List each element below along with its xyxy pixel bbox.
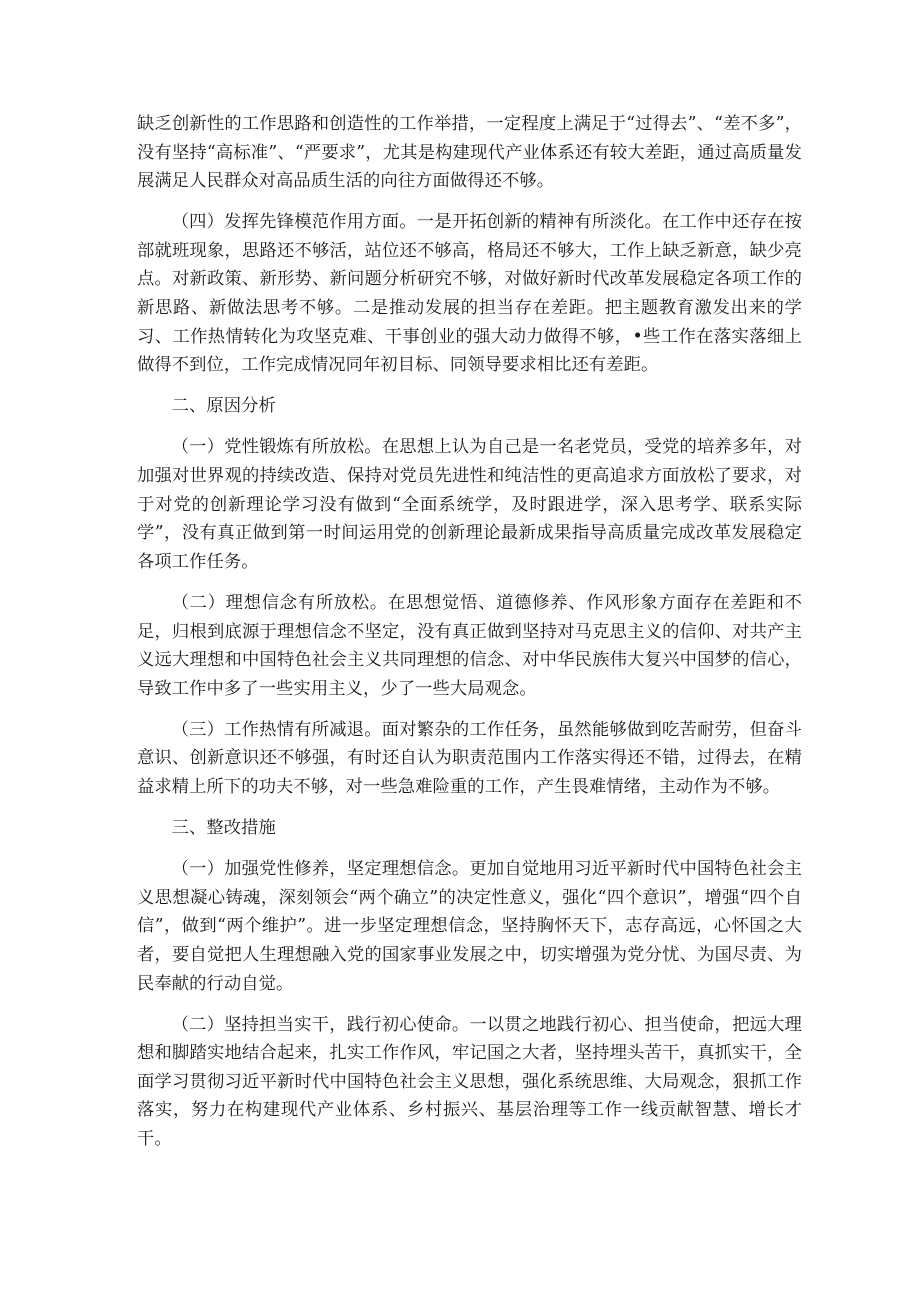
heading-rectification: 三、整改措施 (171, 818, 276, 839)
paragraph-cause-2: （二）理想信念有所放松。在思想觉悟、道德修养、作风形象方面存在差距和不足，归根到底源于理想信念不坚定，没有真正做到坚持对马克思主义的信仰、对共产主义远大理想和中国特色社会主义共同理想的信念、对中华民族伟大复兴中国梦的信心，导致工作中多了一些实用主义，少了一些大局观念。 (137, 592, 802, 699)
heading-cause-analysis: 二、原因分析 (171, 396, 276, 417)
paragraph-continued: 缺乏创新性的工作思路和创造性的工作举措，一定程度上满足于“过得去”、“差不多”，没有坚持“高标准”、“严要求”，尤其是构建现代产业体系还有较大差距，通过高质量发展满足人民群众对高品质生活的向往方面做得还不够。 (137, 114, 802, 192)
paragraph-cause-3: （三）工作热情有所减退。面对繁杂的工作任务，虽然能够做到吃苦耐劳，但奋斗意识、创新意识还不够强，有时还自认为职责范围内工作落实得还不错，过得去，在精益求精上所下的功夫不够，对一些急难险重的工作，产生畏难情绪，主动作为不够。 (137, 719, 802, 797)
paragraph-section-4: （四）发挥先锋模范作用方面。一是开拓创新的精神有所淡化。在工作中还存在按部就班现象，思路还不够活，站位还不够高，格局还不够大，工作上缺乏新意，缺少亮点。对新政策、新形势、新问题分析研究不够，对做好新时代改革发展稳定各项工作的新思路、新做法思考不够。二是推动发展的担当存在差距。把主题教育激发出来的学习、工作热情转化为攻坚克难、干事创业的强大动力做得不够，•些工作在落实落细上做得不到位，工作完成情况同年初目标、同领导要求相比还有差距。 (137, 212, 802, 376)
paragraph-measure-1: （一）加强党性修养，坚定理想信念。更加自觉地用习近平新时代中国特色社会主义思想凝心铸魂，深刻领会“两个确立”的决定性意义，强化“四个意识”，增强“四个自信”，做到“两个维护”。进一步坚定理想信念，坚持胸怀天下，志存高远，心怀国之大者，要自觉把人生理想融入党的国家事业发展之中，切实增强为党分忧、为国尽责、为民奉献的行动自觉。 (137, 859, 802, 994)
paragraph-measure-2: （二）坚持担当实干，践行初心使命。一以贯之地践行初心、担当使命，把远大理想和脚踏实地结合起来，扎实工作作风，牢记国之大者，坚持埋头苦干，真抓实干，全面学习贯彻习近平新时代中国特色社会主义思想，强化系统思维、大局观念，狠抓工作落实，努力在构建现代产业体系、乡村振兴、基层治理等工作一线贡献智慧、增长才干。 (137, 1014, 802, 1149)
document-page (137, 110, 802, 1166)
paragraph-cause-1: （一）党性锻炼有所放松。在思想上认为自己是一名老党员，受党的培养多年，对加强对世界观的持续改造、保持对党员先进性和纯洁性的更高追求方面放松了要求，对于对党的创新理论学习没有做到“全面系统学，及时跟进学，深入思考学、联系实际学”，没有真正做到第一时间运用党的创新理论最新成果指导高质量完成改革发展稳定各项工作任务。 (137, 437, 802, 572)
